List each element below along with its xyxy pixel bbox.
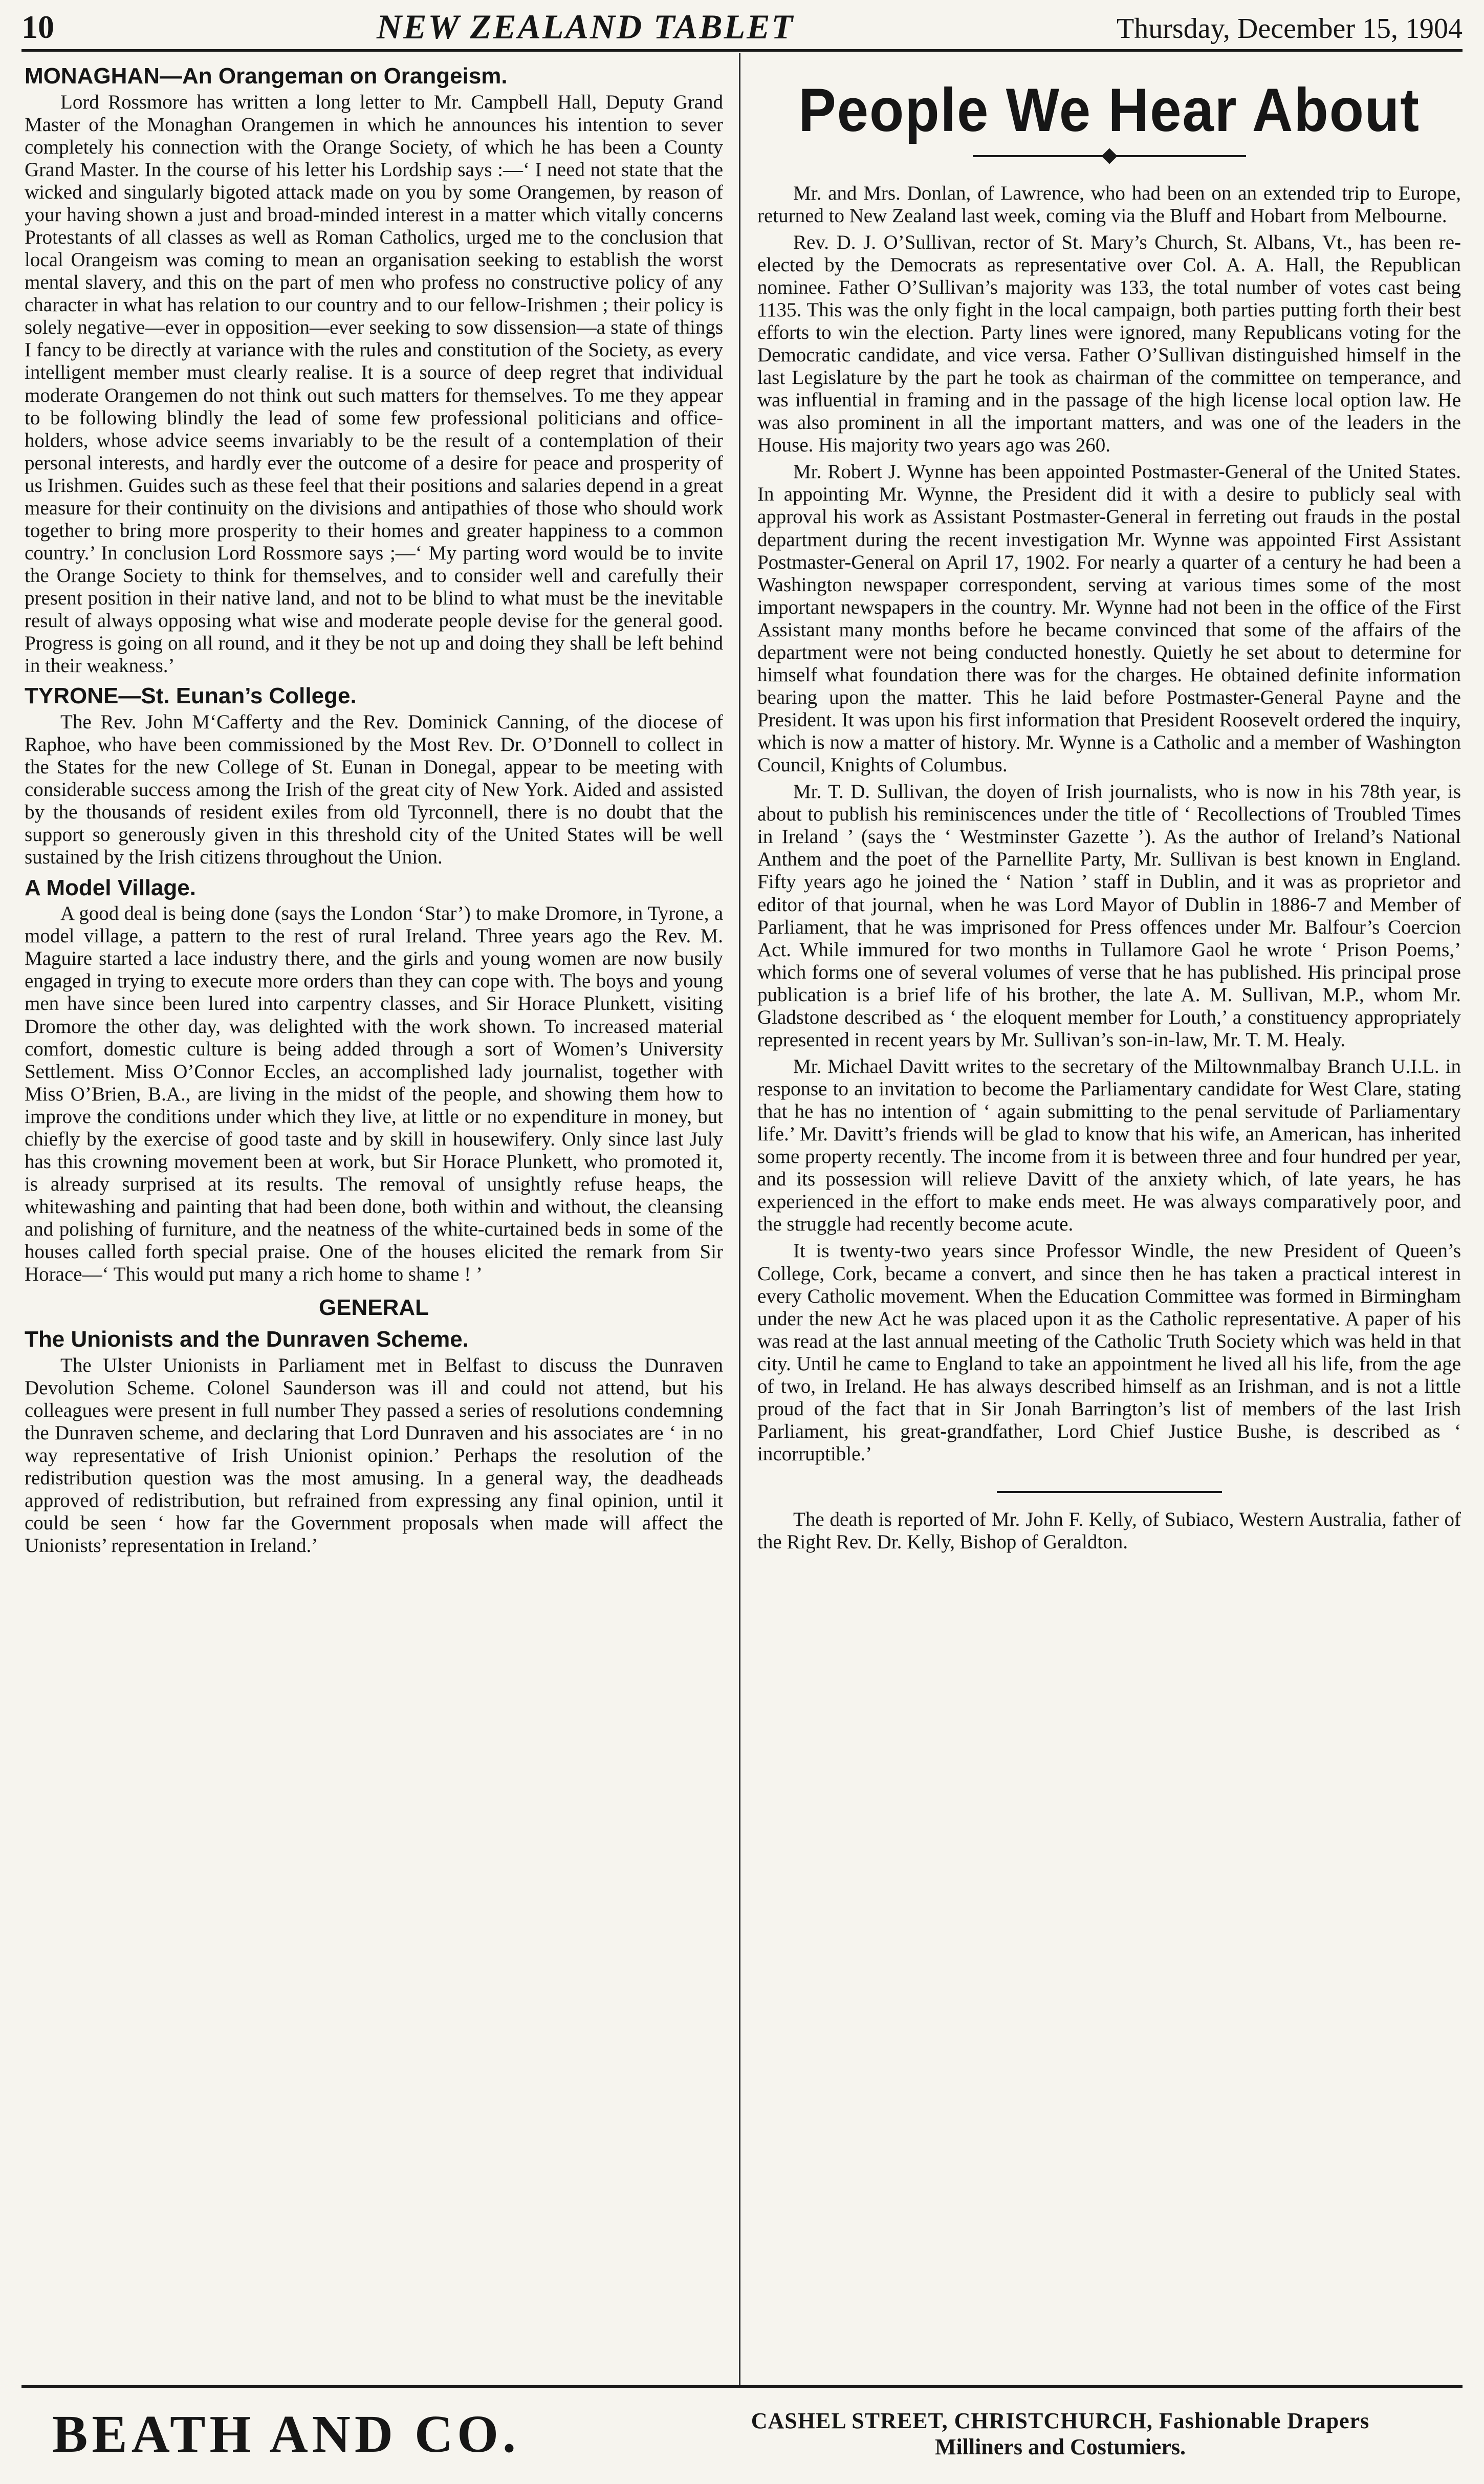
right-column <box>757 57 1461 2384</box>
section-heading-unionists: The Unionists and the Dunraven Scheme. <box>25 1327 469 1352</box>
news-item: Rev. D. J. O’Sullivan, rector of St. Mary’s Church, St. Albans, Vt., has been re-elected by the Democrats as representative over Col. A. A. Hall, the Republican nominee. Father O’Sullivan’s majority was 133, the total number of votes cast being 1135. This was the only fight in the local campaign, both parties putting forth their best efforts to win the election. Party lines were ignored, many Republicans voting for the Democratic candidate, and vice versa. Father O’Sullivan distinguished himself in the last Legislature by the part he took as chairman of the committee on temperance, and was influential in framing and in the passage of the high license local option law. He was also prominent in all the important matters, and was one of the leaders in the House. His majority two years ago was 260. <box>757 231 1461 457</box>
issue-date: Thursday, December 15, 1904 <box>1117 13 1463 45</box>
address-line-1: CASHEL STREET, CHRISTCHURCH, Fashionable Drapers <box>751 2408 1370 2433</box>
section-heading-tyrone: TYRONE—St. Eunan’s College. <box>25 683 357 709</box>
advertisement-footer <box>21 2395 1463 2472</box>
section-heading-general: GENERAL <box>318 1295 429 1321</box>
publication-title: NEW ZEALAND TABLET <box>377 7 795 46</box>
short-divider <box>997 1491 1222 1493</box>
ornament-divider <box>757 150 1461 162</box>
news-item: The death is reported of Mr. John F. Kelly, of Subiaco, Western Australia, father of the Right Rev. Dr. Kelly, Bishop of Geraldton. <box>757 1508 1461 1553</box>
news-item: Mr. Michael Davitt writes to the secretary of the Miltownmalbay Branch U.I.L. in response to an invitation to become the Parliamentary candidate for West Clare, stating that he has no intention of ‘ again submitting to the penal servitude of Parliamentary life.’ Mr. Davitt’s friends will be glad to know that his wife, an American, has inherited some property recently. The income from it is between three and four hundred per year, and its possession will relieve Davitt of the anxiety which, of late years, he has experienced in the effort to make ends meet. He was always comparatively poor, and the struggle had recently become acute. <box>757 1055 1461 1236</box>
section-heading-model-village: A Model Village. <box>25 875 196 900</box>
page-number: 10 <box>21 9 54 45</box>
diamond-icon <box>1101 148 1117 164</box>
ornament-bar <box>973 155 1106 157</box>
article-paragraph: The Rev. John M‘Cafferty and the Rev. Dominick Canning, of the diocese of Raphoe, who have been commissioned by the Most Rev. Dr. O’Donnell to collect in the States for the new College of St. Eunan in Donegal, appear to be meeting with considerable success among the Irish of the great city of New York. Aided and assisted by the thousands of resident exiles from old Tyrconnell, there is no doubt that the support so generously given in this threshold city of the United States will be well sustained by the Irish citizens throughout the Union. <box>25 711 723 869</box>
section-heading-monaghan: MONAGHAN—An Orangeman on Orangeism. <box>25 63 508 89</box>
masthead <box>21 7 1463 52</box>
address-line-2: Milliners and Costumiers. <box>934 2434 1186 2459</box>
article-paragraph: A good deal is being done (says the London ‘Star’) to make Dromore, in Tyrone, a model village, a pattern to the rest of rural Ireland. Three years ago the Rev. M. Maguire started a lace industry there, and the girls and young women are now busily engaged in trying to execute more orders than they can cope with. The boys and young men have since been lured into carpentry classes, and Sir Horace Plunkett, visiting Dromore the other day, was delighted with the work shown. To increased material comfort, domestic culture is being added through a sort of Women’s University Settlement. Miss O’Connor Eccles, an accomplished lady journalist, together with Miss O’Brien, B.A., are living in the midst of the people, and showing them how to improve the conditions under which they live, at little or no expenditure in money, but chiefly by the exercise of good taste and by skill in housewifery. Only since last July has this crowning movement been at work, but Sir Horace Plunkett, who promoted it, is already surprised at its results. The removal of unsightly refuse heaps, the whitewashing and painting that had been done, both within and without, the cleansing and polishing of furniture, and the neatness of the white-curtained beds in some of the houses called forth special praise. One of the houses elicited the remark from Sir Horace—‘ This would put many a rich home to shame ! ’ <box>25 902 723 1286</box>
footer-divider <box>21 2385 1463 2388</box>
news-item: Mr. Robert J. Wynne has been appointed Postmaster-General of the United States. In appointing Mr. Wynne, the President did it with a desire to publicly seal with approval his work as Assistant Postmaster-General in ferreting out frauds in the postal department during the recent investigation Mr. Wynne was appointed First Assistant Postmaster-General on April 17, 1902. For nearly a quarter of a century he had been a Washington newspaper correspondent, serving at various times some of the most important newspapers in the country. Mr. Wynne had not been in the office of the First Assistant many months before he became convinced that some of the affairs of the department were not being conducted honestly. Quietly he set about to determine for himself what foundation there was for the charges. He obtained definite information bearing upon the matter. This he laid before Postmaster-General Payne and the President. It was upon his first information that President Roosevelt ordered the inquiry, which is now a matter of history. Mr. Wynne is a Catholic and a member of Washington Council, Knights of Columbus. <box>757 461 1461 776</box>
news-item: Mr. and Mrs. Donlan, of Lawrence, who had been on an extended trip to Europe, returned to New Zealand last week, coming via the Bluff and Hobart from Melbourne. <box>757 182 1461 227</box>
article-paragraph: The Ulster Unionists in Parliament met in Belfast to discuss the Dunraven Devolution Scheme. Colonel Saunderson was ill and could not attend, but his colleagues were present in full number They passed a series of resolutions condemning the Dunraven scheme, and declaring that Lord Dunraven and his associates are ‘ in no way representative of Irish Unionist opinion.’ Perhaps the resolution of the redistribution question was the most amusing. In a general way, the deadheads approved of redistribution, but refrained from expressing any final opinion, until it could be seen ‘ how far the Government proposals when made will affect the Unionists’ representation in Ireland.’ <box>25 1354 723 1557</box>
news-item: Mr. T. D. Sullivan, the doyen of Irish journalists, who is now in his 78th year, is about to publish his reminiscences under the title of ‘ Recollections of Troubled Times in Ireland ’ (says the ‘ Westminster Gazette ’). As the author of Ireland’s National Anthem and the poet of the Parnellite Party, Mr. Sullivan is best known in England. Fifty years ago he joined the ‘ Nation ’ staff in Dublin, and it was as proprietor and editor of that journal, when he was Lord Mayor of Dublin in 1886-7 and Member of Parliament, that he was imprisoned for Press offences under Mr. Balfour’s Coercion Act. While immured for two months in Tullamore Gaol he wrote ‘ Prison Poems,’ which forms one of several volumes of verse that he has published. His principal prose publication is a brief life of his brother, the late A. M. Sullivan, M.P., whom Mr. Gladstone described as ‘ the eloquent member for Louth,’ a constituency appropriately represented in recent years by Mr. Sullivan’s son-in-law, Mr. T. M. Healy. <box>757 781 1461 1051</box>
advertiser-name: BEATH AND CO. <box>52 2404 520 2464</box>
article-paragraph: Lord Rossmore has written a long letter to Mr. Campbell Hall, Deputy Grand Master of the Monaghan Orangemen in which he announces his intention to sever completely his connection with the Orange Society, of which he has been a County Grand Master. In the course of his letter his Lordship says :—‘ I need not state that the wicked and singularly bigoted attack made on you by some Orangemen, by reason of your having shown a just and broad-minded interest in a matter which vitally concerns Protestants of all classes as well as Roman Catholics, urged me to the conclusion that local Orangeism was coming to mean an organisation seeking to establish the worst mental slavery, and this on the part of men who profess no constructive policy of any character in what has relation to our country and to our fellow-Irishmen ; their policy is solely negative—ever in opposition—ever seeking to sow dissension—a state of things I fancy to be directly at variance with the rules and constitution of the Society, as every intelligent member must clearly realise. It is a source of deep regret that individual moderate Orangemen do not think out such matters for themselves. To me they appear to be following blindly the lead of some few professional politicians and office-holders, whose advice seems invariably to be the result of a contemplation of their personal interests, and hardly ever the outcome of a desire for peace and prosperity of us Irishmen. Guides such as these feel that their positions and salaries depend in a great measure for their continuity on the divisions and antipathies of those who should work together to bring more prosperity to their homes and greater happiness to a common country.’ In conclusion Lord Rossmore says ;—‘ My parting word would be to invite the Orange Society to think for themselves, and to consider well and carefully their present position in their native land, and not to be blind to what must be the inevitable result of always opposing what wise and moderate people devise for the general good. Progress is going on all round, and it they be not up and doing they shall be left behind in their weakness.’ <box>25 91 723 677</box>
news-item: It is twenty-two years since Professor Windle, the new President of Queen’s College, Cork, became a convert, and since then he has taken a practical interest in every Catholic movement. When the Education Committee was formed in Birmingham under the new Act he was placed upon it as the Catholic representative. A paper of his was read at the last annual meeting of the Catholic Truth Society which was held in that city. Until he came to England to take an appointment he lived all his life, from the age of two, in Ireland. He has always described himself as an Irishman, and is not a little proud of the fact that in Sir Jonah Barrington’s list of members of the last Irish Parliament, his great-grandfather, Lord Chief Justice Bushe, is described as ‘ incorruptible.’ <box>757 1240 1461 1465</box>
advertiser-address <box>676 2408 1444 2460</box>
column-divider <box>739 53 740 2387</box>
left-column <box>25 57 723 2384</box>
column-headline: People We Hear About <box>798 76 1420 144</box>
ornament-bar <box>1113 155 1246 157</box>
